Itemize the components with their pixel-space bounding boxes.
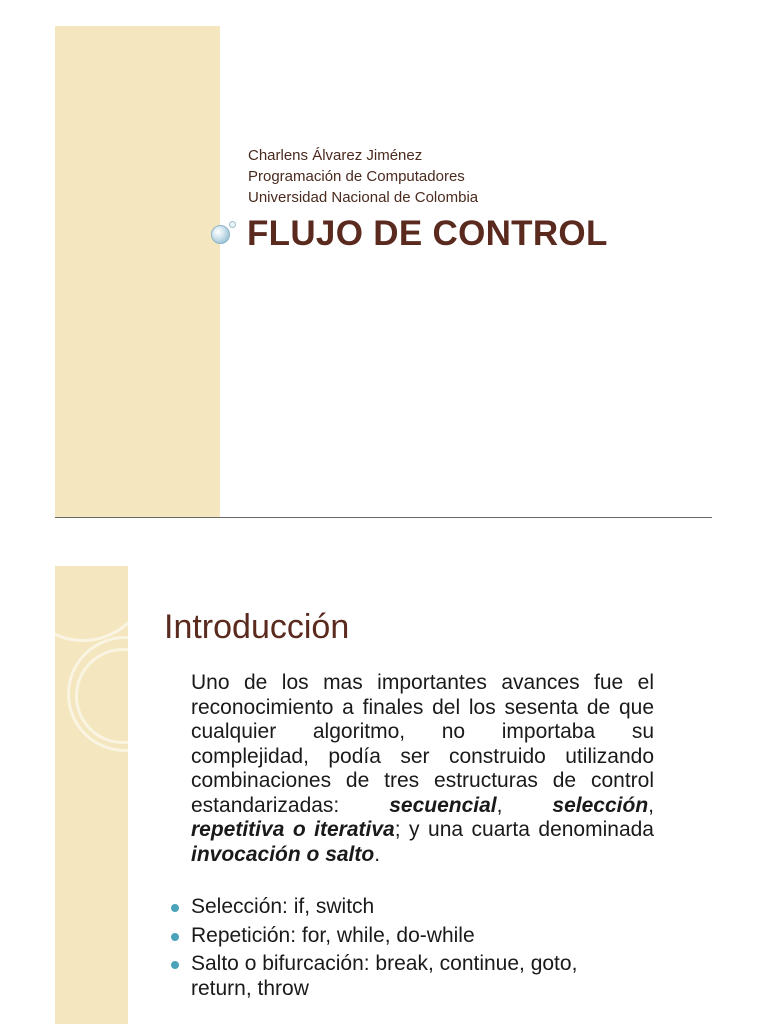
decorative-side-band <box>55 26 220 518</box>
decorative-side-band-2 <box>55 566 128 1024</box>
small-orb-icon <box>229 221 236 228</box>
slide-title: FLUJO DE CONTROL <box>247 214 608 253</box>
separator: . <box>374 842 381 866</box>
separator: , <box>496 793 553 817</box>
author-name: Charlens Álvarez Jiménez <box>248 147 423 164</box>
bullet-icon <box>171 961 179 969</box>
list-item-text: Selección: if, switch <box>191 895 375 918</box>
orb-icon <box>211 225 230 244</box>
bullet-icon <box>171 933 179 941</box>
separator: , <box>648 793 654 817</box>
decorative-arc <box>55 566 128 642</box>
paragraph-text: ; y una cuarta denominada <box>394 818 654 841</box>
list-item-text: Repetición: for, while, do-while <box>191 923 475 947</box>
term-secuencial: secuencial <box>389 793 497 817</box>
intro-paragraph <box>191 671 654 867</box>
term-seleccion: selección <box>552 793 649 817</box>
list-item <box>167 924 631 949</box>
university-name: Universidad Nacional de Colombia <box>248 189 479 206</box>
bullet-icon <box>171 904 179 912</box>
paragraph-text: Uno de los mas importantes avances fue el reconocimiento a finales del los sesenta de que cualquier algoritmo, no importaba su complejidad, podía ser construido utilizando combinaciones de tres estructuras de control estandarizadas: <box>191 671 654 817</box>
course-name: Programación de Computadores <box>248 168 465 185</box>
list-item <box>167 895 631 920</box>
bullet-list <box>167 895 631 1005</box>
list-item <box>167 952 631 1001</box>
page-divider <box>55 517 712 518</box>
section-title: Introducción <box>164 608 350 646</box>
term-repetitiva: repetitiva o iterativa <box>191 818 395 841</box>
list-item-text: Salto o bifurcación: break, continue, goto, return, throw <box>191 952 578 1000</box>
presentation-metadata <box>248 145 478 208</box>
term-invocacion: invocación o salto <box>191 842 375 866</box>
